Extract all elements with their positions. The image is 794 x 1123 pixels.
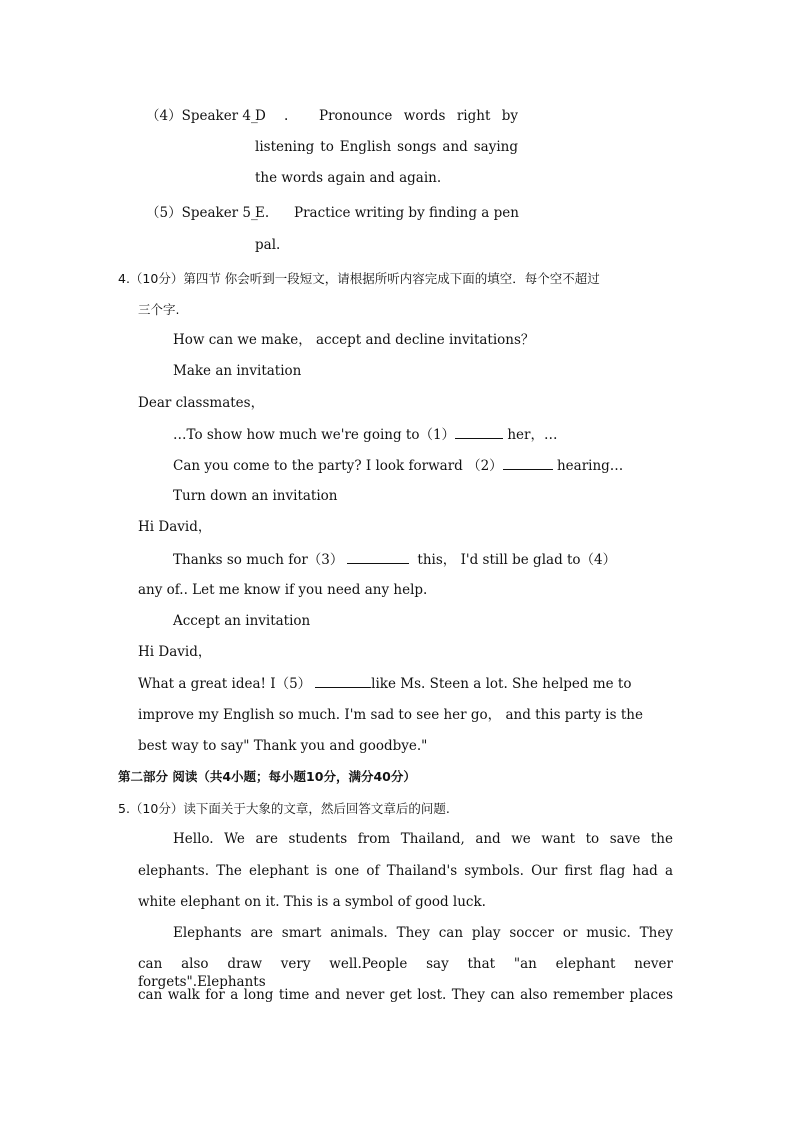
q4-line-hi-david-2: Hi David， xyxy=(138,644,212,660)
q4-line-make-invitation: Make an invitation xyxy=(173,363,302,379)
q4-line-turn-down: Turn down an invitation xyxy=(173,488,338,504)
q4-blank-1-pre: …To show how much we're going to（1） xyxy=(173,427,456,443)
q4-line-improve: improve my English so much. I'm sad to see her go， and this party is the xyxy=(138,707,643,723)
q4-line-hi-david-1: Hi David， xyxy=(138,519,212,535)
speaker-5-option: E. xyxy=(255,205,270,221)
q4-blank-2-post: hearing… xyxy=(552,458,624,474)
question-4-header: 4.（10分）第四节 你会听到一段短文，请根据所听内容完成下面的填空．每个空不超过 xyxy=(118,271,600,286)
q4-line-prompt: How can we make， accept and decline invitations？ xyxy=(173,332,535,348)
speaker-5-label: （5）Speaker 5_ xyxy=(146,205,258,221)
q4-line-best-way: best way to say" Thank you and goodbye." xyxy=(138,738,428,754)
q4-blank-1-post: her，… xyxy=(503,427,558,443)
speaker-5-text-line1: Practice writing by finding a pen xyxy=(294,205,519,221)
q4-line-dear: Dear classmates， xyxy=(138,395,265,411)
speaker-4-dot: . xyxy=(284,108,289,124)
question-5-header: 5.（10分）读下面关于大象的文章，然后回答文章后的问题. xyxy=(118,801,450,816)
q5-para2-line3: can walk for a long time and never get lost. They can also remember places xyxy=(138,987,673,1003)
answer-blank-3[interactable] xyxy=(347,550,409,564)
q4-blank-1-line xyxy=(173,425,557,444)
q5-para1-line2: elephants. The elephant is one of Thailand's symbols. Our first flag had a xyxy=(138,863,673,879)
speaker-4-label: （4）Speaker 4_ xyxy=(146,108,258,124)
q4-blank-2-pre: Can you come to the party? I look forward （2） xyxy=(173,458,503,474)
question-4-header-cont: 三个字. xyxy=(138,302,180,317)
q4-line-any-of: any of.. Let me know if you need any help. xyxy=(138,582,428,598)
q4-blank-2-line xyxy=(173,456,623,475)
q5-para1-line3: white elephant on it. This is a symbol of good luck. xyxy=(138,894,486,910)
q4-blank-5-post: like Ms. Steen a lot. She helped me to xyxy=(371,676,632,692)
q4-blank-3-post: this， I'd still be glad to（4） xyxy=(417,552,617,568)
q4-blank-3-pre: Thanks so much for（3） xyxy=(173,552,344,568)
answer-blank-5[interactable] xyxy=(315,674,371,688)
speaker-4-text-line1: Pronounce words right by xyxy=(319,108,518,124)
speaker-4-text-line2: listening to English songs and saying xyxy=(255,139,518,155)
answer-blank-2[interactable] xyxy=(503,456,553,470)
q4-line-accept: Accept an invitation xyxy=(173,613,311,629)
q4-blank-5-pre: What a great idea! I（5） xyxy=(138,676,312,692)
speaker-4-text-line3: the words again and again. xyxy=(255,170,442,186)
speaker-4-option: D xyxy=(255,108,266,124)
q4-blank-3-4-line xyxy=(173,550,673,569)
speaker-5-text-line2: pal. xyxy=(255,237,281,253)
answer-blank-1[interactable] xyxy=(455,425,503,439)
q5-para1-line1: Hello. We are students from Thailand, and we want to save the xyxy=(173,831,673,847)
q4-blank-5-line xyxy=(138,674,631,693)
q5-para2-line1: Elephants are smart animals. They can play soccer or music. They xyxy=(173,925,673,941)
part-2-title: 第二部分 阅读（共4小题；每小题10分，满分40分） xyxy=(118,769,416,784)
q5-para2-line2: can also draw very well.People say that "an elephant never forgets".Elephants xyxy=(138,956,673,990)
